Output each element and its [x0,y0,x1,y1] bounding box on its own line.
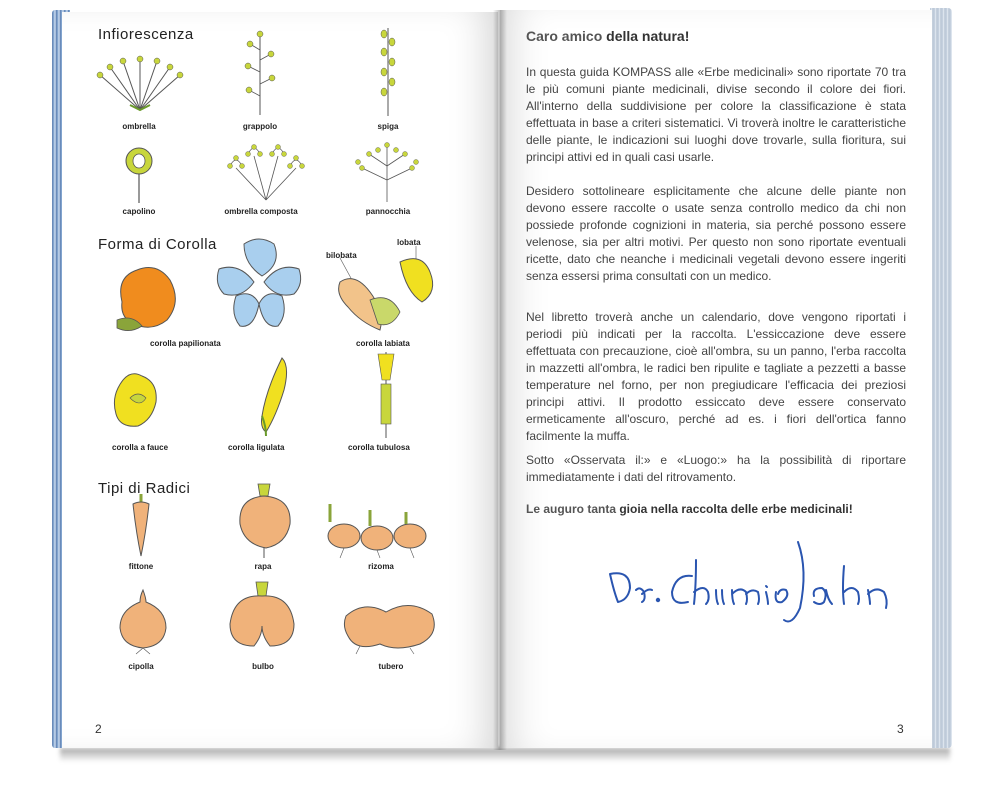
caption-fittone: fittone [128,562,154,571]
signature [600,530,900,640]
ombrella-composta-illustration [226,142,306,202]
caption-pannocchia: pannocchia [365,207,411,216]
corolla-papilionata-illustration [112,262,182,334]
letter-closing: Le auguro tanta gioia nella raccolta delle erbe medicinali! [526,502,853,516]
letter-paragraph-1: In questa guida KOMPASS alle «Erbe medicinali» sono riportate 70 tra le più comuni piante medicinali, divise secondo il colore dei fiori. All'interno della suddivisione per colore la classificazione è stata effettuata in base a criteri sistematici. Vi troverà inoltre le caratteristiche delle piante, le indicazioni sui luoghi dove trovarle, sulla fioritura, sui principi attivi ed in quali casi usarle. [526,65,906,164]
corolla-fauce-illustration [108,368,168,432]
capolino-illustration [122,145,156,203]
pannocchia-illustration [354,140,420,202]
caption-corolla-papilionata: corolla papilionata [150,339,221,348]
fittone-illustration [128,492,154,558]
letter-paragraph-4: Sotto «Osservata il:» e «Luogo:» ha la possibilità di riportare immediatamente i dati del ritrovamento. [526,453,906,484]
letter-paragraph-2: Desidero sottolineare esplicitamente che alcune delle piante non devono essere raccolte o usate senza controllo medico da chi non possiede profonde cognizioni in materia, sia perché possono essere velenose, sia per altri motivi. Per questo non sono riportate eventuali ricette, dato che neanche i medicinali vegetali devono essere ingeriti senza essersi prima consultati con un medico. [526,184,906,283]
caption-ombrella-composta: ombrella composta [224,207,298,216]
section-title-radici: Tipi di Radici [98,480,191,497]
caption-corolla-labiata: corolla labiata [356,339,410,348]
section-title-corolla: Forma di Corolla [98,236,217,253]
rizoma-illustration [322,500,432,558]
spiga-illustration [373,26,403,116]
caption-cipolla: cipolla [128,662,154,671]
corolla-ligulata-illustration [252,356,292,438]
page-number-right: 3 [897,722,904,736]
label-bilobata: bilobata [326,251,357,260]
tubero-illustration [340,592,440,654]
book-shadow [60,748,950,762]
corolla-blue-flower-illustration [214,234,304,334]
caption-tubero: tubero [378,662,404,671]
caption-capolino: capolino [122,207,156,216]
caption-grappolo: grappolo [242,122,278,131]
caption-corolla-fauce: corolla a fauce [112,443,169,452]
caption-rapa: rapa [254,562,272,571]
caption-corolla-tubulosa: corolla tubulosa [348,443,410,452]
caption-spiga: spiga [377,122,399,131]
section-title-infiorescenza: Infiorescenza [98,26,194,43]
corolla-tubulosa-illustration [372,350,400,438]
ombrella-illustration [95,55,185,115]
caption-bulbo: bulbo [252,662,274,671]
caption-rizoma: rizoma [368,562,394,571]
cipolla-illustration [116,588,170,654]
page-number-left: 2 [95,722,102,736]
letter-paragraph-3: Nel libretto troverà anche un calendario, dove vengono riportati i periodi più indicati per la raccolta. L'essiccazione deve essere effettuata con precauzione, cioè all'ombra, su un panno, l'erba raccolta in mazzetti all'ombra, le radici ben ripulite e tagliate a pezzetti a basse temperature nel forno, per non pregiudicare l'efficacia dei preziosi principi attivi. Il prodotto essiccato deve essere conservato ermeticamente all'oscuro, perché ad es. i fiori dell'ortica fanno facilmente la muffa. [526,310,906,443]
rapa-illustration [232,482,296,560]
caption-ombrella: ombrella [122,122,156,131]
book-gutter [493,10,507,750]
corolla-labiata-illustration [330,252,442,334]
right-page-edges [930,8,952,748]
grappolo-illustration [240,30,280,115]
label-lobata: lobata [397,238,421,247]
letter-heading: Caro amico della natura! [526,28,690,44]
bulbo-illustration [224,580,300,656]
caption-corolla-ligulata: corolla ligulata [228,443,285,452]
